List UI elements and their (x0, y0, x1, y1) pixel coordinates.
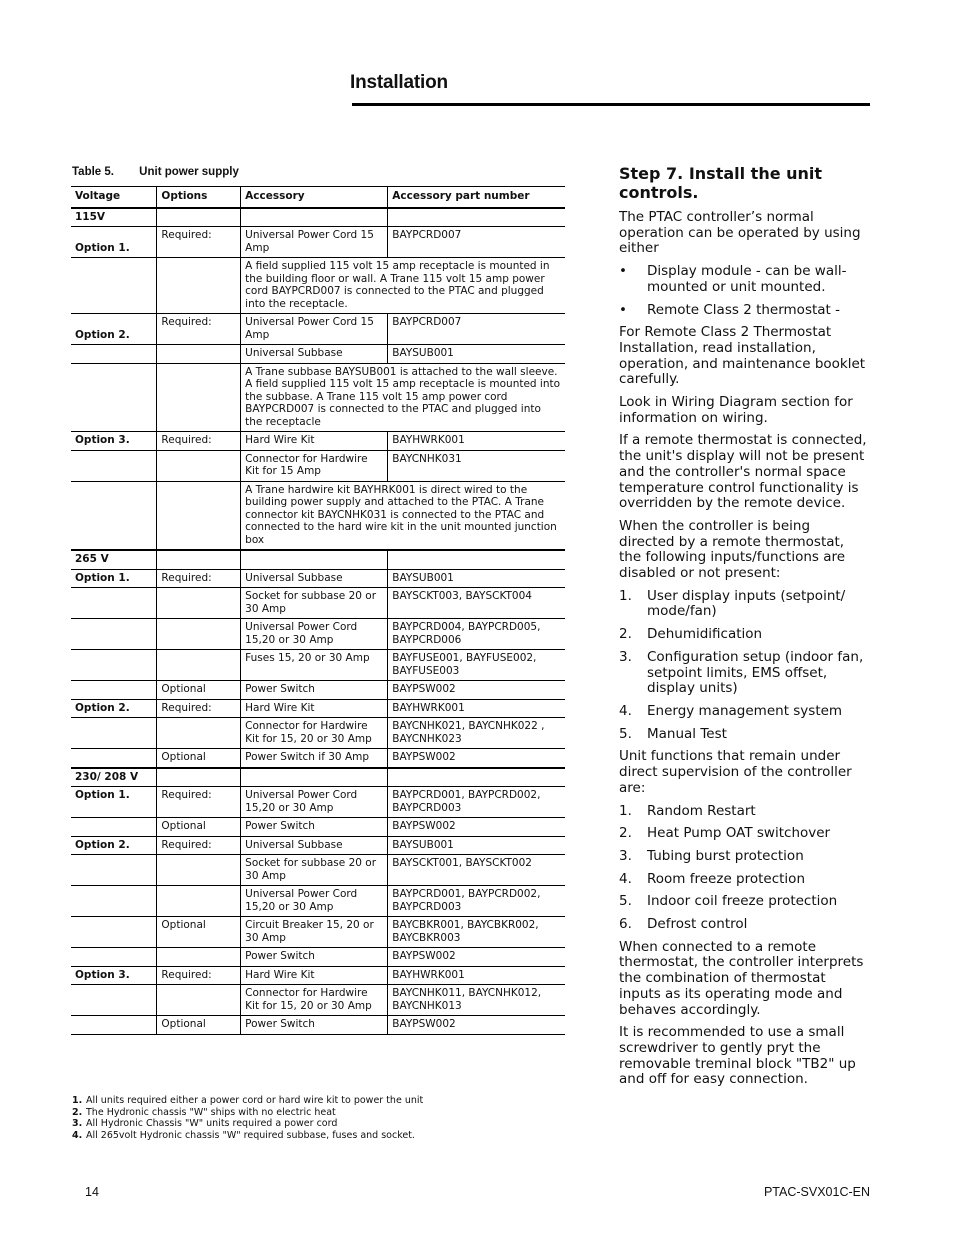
table-row (71, 450, 565, 481)
paragraph: For Remote Class 2 Thermostat Installation, read installation, operation, and maintenance booklet carefully. (619, 324, 866, 388)
requirement-cell: Required: (157, 699, 241, 718)
part-number-cell: BAYCNHK011, BAYCNHK012, BAYCNHK013 (388, 985, 565, 1016)
table-row (71, 855, 565, 886)
footnote: 3. All Hydronic Chassis "W" units required a power cord (72, 1118, 338, 1130)
numbered-item: 1. Random Restart (619, 802, 756, 819)
accessory-cell: Power Switch (241, 681, 388, 700)
accessory-cell: Connector for Hardwire Kit for 15, 20 or 30 Amp (241, 718, 388, 749)
table-title: Unit power supply (139, 166, 239, 178)
part-number-cell: BAYSUB001 (388, 836, 565, 855)
numbered-item: 3. Tubing burst protection (619, 847, 804, 864)
accessory-cell: Power Switch (241, 1016, 388, 1035)
table-row (71, 787, 565, 818)
paragraph: When connected to a remote thermostat, the controller interprets the combination of thermostat inputs as its operating mode and behaves accordingly. (619, 938, 864, 1018)
requirement-cell: Required: (157, 227, 241, 258)
accessory-cell: Power Switch (241, 818, 388, 837)
table-caption (72, 166, 239, 178)
voltage-cell: 230/ 208 V (71, 768, 157, 787)
voltage-cell: 265 V (71, 550, 157, 569)
table-row (71, 588, 565, 619)
accessory-cell: Hard Wire Kit (241, 699, 388, 718)
numbered-item: 5. Indoor coil freeze protection (619, 893, 838, 910)
accessory-cell: Universal Power Cord 15,20 or 30 Amp (241, 886, 388, 917)
paragraph: It is recommended to use a small screwdriver to gently pryt the removable treminal block "TB2" up and off for easy connection. (619, 1024, 856, 1088)
table-row (71, 650, 565, 681)
col-header-part-number: Accessory part number (388, 187, 565, 208)
table-row (71, 886, 565, 917)
numbered-item: 1. User display inputs (setpoint/ mode/fan) (619, 587, 846, 620)
paragraph: Unit functions that remain under direct supervision of the controller are: (619, 748, 852, 796)
part-number-cell: BAYPCRD007 (388, 227, 565, 258)
paragraph: If a remote thermostat is connected, the unit's display will not be present and the controller's normal space temperature control functionality is overridden by the remote device. (619, 432, 867, 512)
footnote: 1. All units required either a power cord or hard wire kit to power the unit (72, 1095, 424, 1106)
option-cell: Option 1. (71, 227, 157, 258)
requirement-cell: Required: (157, 432, 241, 451)
table-label: Table 5. (72, 166, 114, 178)
requirement-cell: Required: (157, 569, 241, 588)
table-row (71, 966, 565, 985)
table-row (71, 681, 565, 700)
table-row (71, 948, 565, 967)
header-rule (352, 103, 870, 106)
part-number-cell: BAYPCRD001, BAYPCRD002, BAYPCRD003 (388, 787, 565, 818)
option-cell: Option 2. (71, 836, 157, 855)
table-row (71, 619, 565, 650)
power-supply-table (71, 186, 565, 1035)
part-number-cell: BAYHWRK001 (388, 966, 565, 985)
accessory-cell: Universal Subbase (241, 345, 388, 364)
page-title: Installation (350, 72, 448, 93)
table-row (71, 985, 565, 1016)
part-number-cell: BAYCBKR001, BAYCBKR002, BAYCBKR003 (388, 917, 565, 948)
table-row (71, 818, 565, 837)
option-cell: Option 3. (71, 966, 157, 985)
requirement-cell: Optional (157, 917, 241, 948)
numbered-item: 2. Dehumidification (619, 626, 763, 643)
requirement-cell: Optional (157, 749, 241, 768)
requirement-cell: Optional (157, 1016, 241, 1035)
part-number-cell: BAYPSW002 (388, 681, 565, 700)
table-row (71, 569, 565, 588)
page-header (350, 72, 870, 94)
part-number-cell: BAYPSW002 (388, 1016, 565, 1035)
part-number-cell: BAYFUSE001, BAYFUSE002, BAYFUSE003 (388, 650, 565, 681)
part-number-cell: BAYPSW002 (388, 948, 565, 967)
accessory-cell: Universal Power Cord 15 Amp (241, 227, 388, 258)
page-number: 14 (85, 1185, 99, 1199)
paragraph: When the controller is being directed by a remote thermostat, the following inputs/functions are disabled or not present: (619, 517, 846, 582)
table-row (71, 836, 565, 855)
accessory-cell: Universal Power Cord 15,20 or 30 Amp (241, 787, 388, 818)
description-cell: A Trane hardwire kit BAYHRK001 is direct wired to the building power supply and attached to the PTAC. A Trane connector kit BAYCNHK031 is connected to the PTAC and connected to the hard wire kit in the unit mounted junction box (241, 481, 565, 550)
table-row (71, 227, 565, 258)
table-row (71, 345, 565, 364)
table-footnotes (72, 1095, 423, 1141)
part-number-cell: BAYSCKT001, BAYSCKT002 (388, 855, 565, 886)
table-row (71, 314, 565, 345)
table-row (71, 481, 565, 550)
requirement-cell: Optional (157, 818, 241, 837)
requirement-cell: Required: (157, 836, 241, 855)
footnote: 4. All 265volt Hydronic chassis "W" required subbase, fuses and socket. (72, 1129, 415, 1141)
bullet-item: • Display module - can be wall-mounted or unit mounted. (619, 263, 847, 295)
accessory-cell: Power Switch (241, 948, 388, 967)
numbered-item: 4. Room freeze protection (619, 870, 805, 887)
table-row (71, 432, 565, 451)
numbered-item: 5. Manual Test (619, 725, 727, 742)
accessory-cell: Circuit Breaker 15, 20 or 30 Amp (241, 917, 388, 948)
accessory-cell: Universal Subbase (241, 836, 388, 855)
part-number-cell: BAYPCRD007 (388, 314, 565, 345)
footnote: 2. The Hydronic chassis "W" ships with no electric heat (72, 1106, 336, 1118)
part-number-cell: BAYSUB001 (388, 345, 565, 364)
option-cell: Option 2. (71, 314, 157, 345)
accessory-cell: Connector for Hardwire Kit for 15 Amp (241, 450, 388, 481)
part-number-cell: BAYSCKT003, BAYSCKT004 (388, 588, 565, 619)
section-heading: Step 7. Install the unit controls. (619, 164, 823, 202)
table-row (71, 363, 565, 432)
accessory-cell: Socket for subbase 20 or 30 Amp (241, 855, 388, 886)
option-cell: Option 3. (71, 432, 157, 451)
install-controls-section (619, 164, 867, 1095)
table-row (71, 768, 565, 787)
option-cell: Option 2. (71, 699, 157, 718)
part-number-cell: BAYHWRK001 (388, 432, 565, 451)
col-header-accessory: Accessory (241, 187, 388, 208)
part-number-cell: BAYPCRD001, BAYPCRD002, BAYPCRD003 (388, 886, 565, 917)
accessory-cell: Socket for subbase 20 or 30 Amp (241, 588, 388, 619)
requirement-cell: Optional (157, 681, 241, 700)
part-number-cell: BAYPSW002 (388, 749, 565, 768)
voltage-cell: 115V (71, 208, 157, 227)
accessory-cell: Connector for Hardwire Kit for 15, 20 or 30 Amp (241, 985, 388, 1016)
table-row (71, 1016, 565, 1035)
document-id: PTAC-SVX01C-EN (763, 1185, 870, 1199)
paragraph: The PTAC controller’s normal operation can be operated by using either (619, 209, 861, 257)
table-row (71, 718, 565, 749)
accessory-cell: Fuses 15, 20 or 30 Amp (241, 650, 388, 681)
option-cell: Option 1. (71, 569, 157, 588)
accessory-cell: Hard Wire Kit (241, 966, 388, 985)
paragraph: Look in Wiring Diagram section for information on wiring. (619, 394, 853, 426)
numbered-item: 2. Heat Pump OAT switchover (619, 825, 831, 842)
table-row (71, 550, 565, 569)
part-number-cell: BAYCNHK031 (388, 450, 565, 481)
col-header-voltage: Voltage (71, 187, 157, 208)
numbered-item: 6. Defrost control (619, 916, 748, 933)
accessory-cell: Hard Wire Kit (241, 432, 388, 451)
numbered-item: 4. Energy management system (619, 702, 843, 719)
col-header-options: Options (157, 187, 241, 208)
table-row (71, 749, 565, 768)
table-row (71, 208, 565, 227)
requirement-cell: Required: (157, 787, 241, 818)
part-number-cell: BAYHWRK001 (388, 699, 565, 718)
bullet-item: • Remote Class 2 thermostat - (619, 301, 841, 318)
description-cell: A field supplied 115 volt 15 amp receptacle is mounted in the building floor or wall. A Trane 115 volt 15 amp power cord BAYPCRD007 is connected to the PTAC and plugged into the receptacle. (241, 258, 565, 314)
part-number-cell: BAYPSW002 (388, 818, 565, 837)
table-row (71, 258, 565, 314)
accessory-cell: Universal Subbase (241, 569, 388, 588)
requirement-cell: Required: (157, 966, 241, 985)
table-header-row (71, 187, 565, 208)
option-cell: Option 1. (71, 787, 157, 818)
numbered-item: 3. Configuration setup (indoor fan, setpoint limits, EMS offset, display units) (619, 648, 864, 697)
table-row (71, 699, 565, 718)
requirement-cell: Required: (157, 314, 241, 345)
part-number-cell: BAYSUB001 (388, 569, 565, 588)
accessory-cell: Universal Power Cord 15 Amp (241, 314, 388, 345)
part-number-cell: BAYPCRD004, BAYPCRD005, BAYPCRD006 (388, 619, 565, 650)
table-row (71, 917, 565, 948)
description-cell: A Trane subbase BAYSUB001 is attached to the wall sleeve. A field supplied 115 volt 15 amp receptacle is mounted into the subbase. A Trane 115 volt 15 amp power cord BAYPCRD007 is connected to the PTAC and plugged into the receptacle (241, 363, 565, 432)
accessory-cell: Power Switch if 30 Amp (241, 749, 388, 768)
accessory-cell: Universal Power Cord 15,20 or 30 Amp (241, 619, 388, 650)
part-number-cell: BAYCNHK021, BAYCNHK022 , BAYCNHK023 (388, 718, 565, 749)
